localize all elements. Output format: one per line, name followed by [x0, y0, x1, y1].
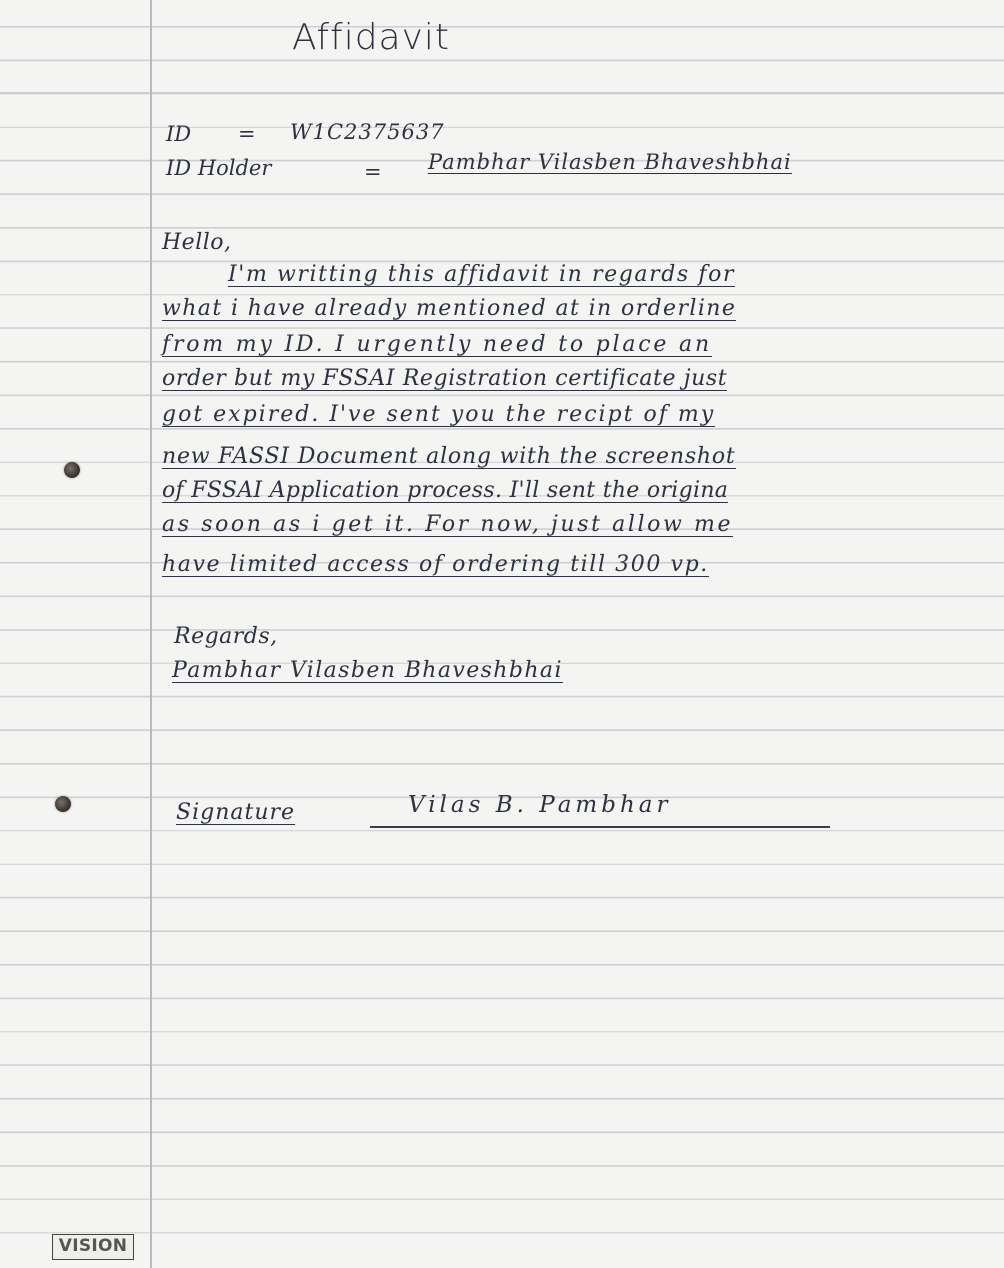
closing-name: Pambhar Vilasben Bhaveshbhai	[172, 658, 563, 683]
binder-hole-icon	[55, 796, 71, 812]
signature-line	[370, 826, 830, 828]
closing-regards: Regards,	[174, 624, 278, 649]
id-separator: =	[238, 122, 256, 146]
margin-rule	[150, 0, 152, 1268]
signature-label: Signature	[176, 800, 296, 825]
body-line: from my ID. I urgently need to place an	[162, 332, 712, 357]
holder-separator: =	[364, 160, 382, 184]
body-line: as soon as i get it. For now, just allow me	[162, 512, 734, 537]
holder-label: ID Holder	[166, 156, 272, 180]
body-line: have limited access of ordering till 300 vp.	[162, 552, 709, 577]
body-line: of FSSAI Application process. I'll sent the origina	[162, 478, 729, 503]
document-title: Affidavit	[292, 17, 451, 58]
id-label: ID	[166, 122, 192, 146]
body-line: new FASSI Document along with the screenshot	[162, 444, 736, 469]
body-line: order but my FSSAI Registration certificate just	[162, 366, 728, 391]
body-line: I'm writting this affidavit in regards for	[228, 262, 736, 287]
greeting: Hello,	[162, 230, 232, 255]
body-line: got expired. I've sent you the recipt of my	[162, 402, 716, 427]
binder-hole-icon	[64, 462, 80, 478]
signature-value: Vilas B. Pambhar	[408, 792, 672, 818]
body-line: what i have already mentioned at in orderline	[162, 296, 737, 321]
holder-value: Pambhar Vilasben Bhaveshbhai	[428, 150, 792, 174]
id-value: W1C2375637	[290, 120, 445, 144]
vision-brand-logo: VISION	[52, 1234, 134, 1260]
